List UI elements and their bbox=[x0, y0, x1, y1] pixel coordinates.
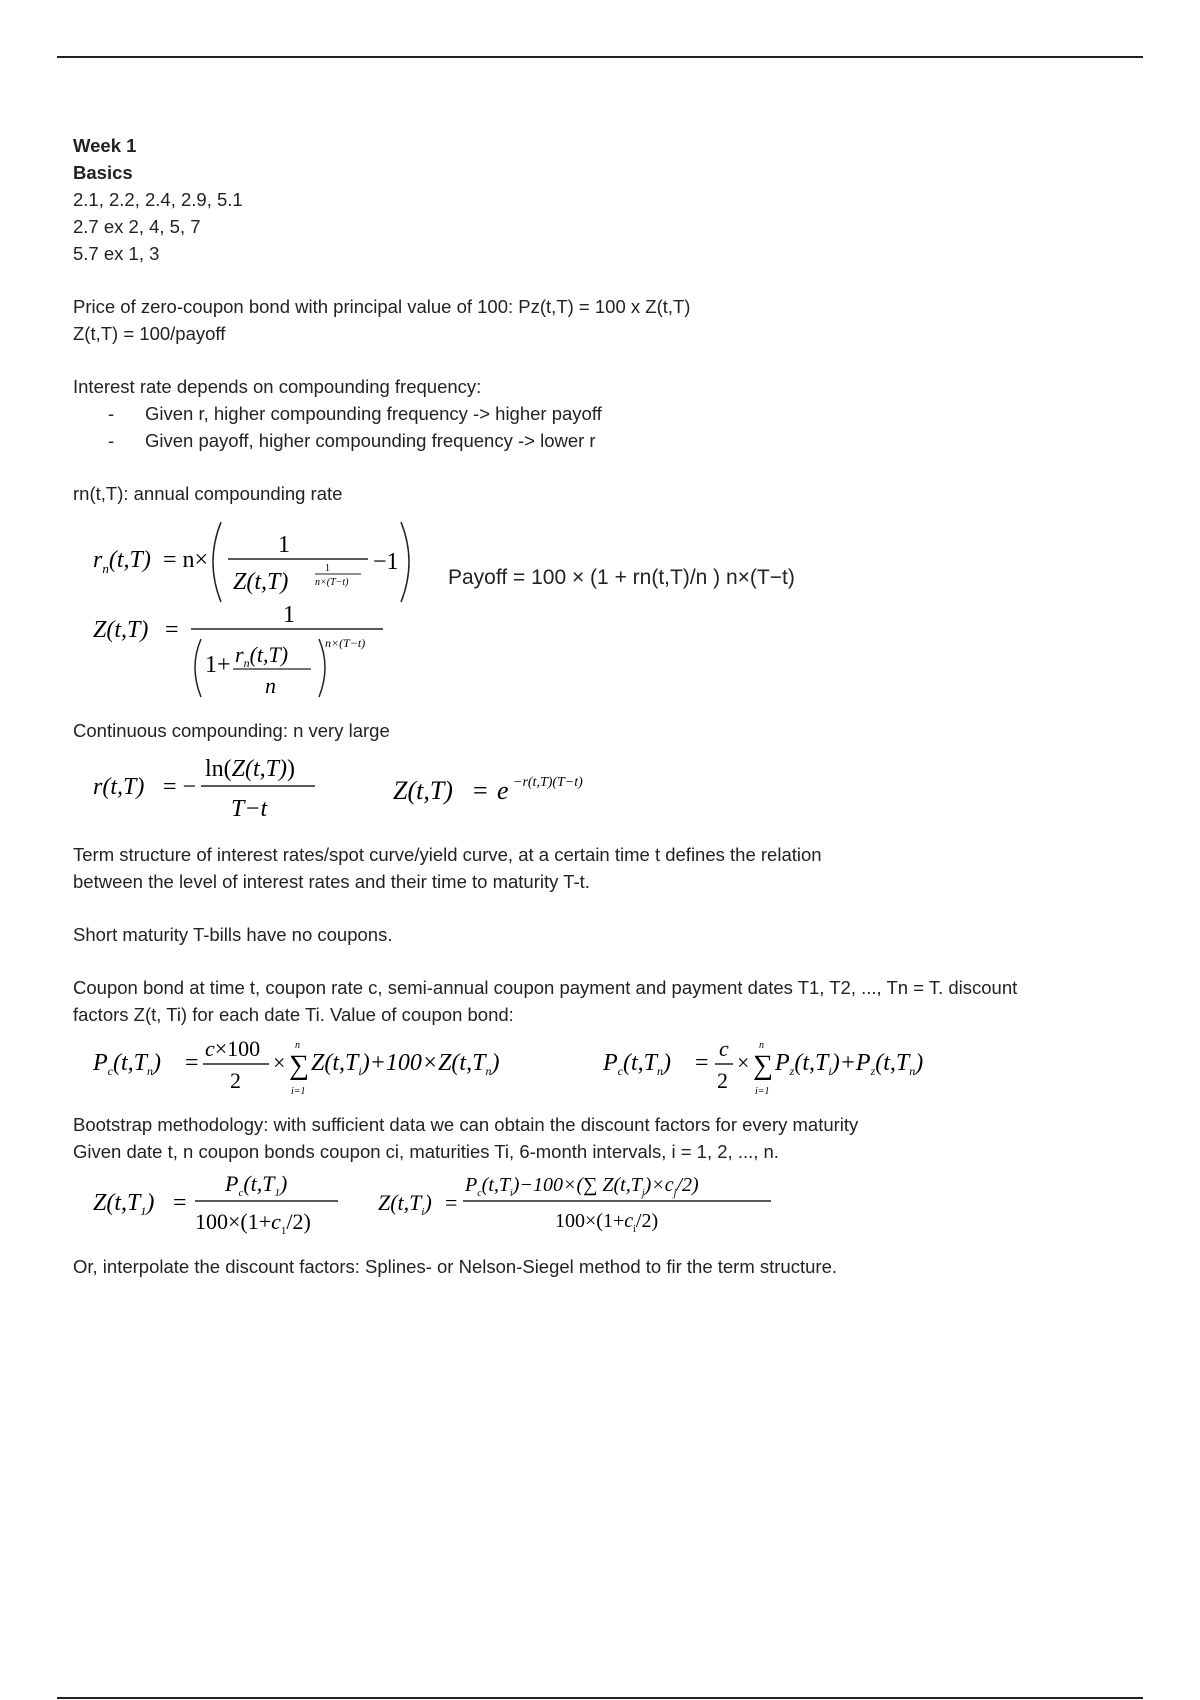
svg-text:2: 2 bbox=[230, 1068, 241, 1093]
svg-text:e: e bbox=[497, 776, 509, 805]
zero-coupon-price: Price of zero-coupon bond with principal value of 100: Pz(t,T) = 100 x Z(t,T) bbox=[73, 296, 691, 317]
bootstrap-line-1: Bootstrap methodology: with sufficient data we can obtain the discount factors for every maturity bbox=[73, 1114, 859, 1135]
svg-text:=: = bbox=[473, 776, 488, 805]
bootstrap-formula bbox=[93, 1165, 993, 1245]
tbills-note: Short maturity T-bills have no coupons. bbox=[73, 924, 393, 945]
term-structure-line-2: between the level of interest rates and their time to maturity T-t. bbox=[73, 871, 590, 892]
svg-text:i=1: i=1 bbox=[291, 1086, 306, 1097]
svg-text:rn(t,T): $r_n(t,T)$ bbox=[235, 642, 289, 670]
svg-text:Pz(t,Ti)+Pz(t,Tn): $P_z(t,T_i)+P_z(t,T_n)$ bbox=[775, 1050, 924, 1078]
svg-text:∑: ∑ bbox=[289, 1050, 309, 1081]
bullet-item: - Given r, higher compounding frequency -> higher payoff bbox=[73, 400, 1133, 427]
week-heading: Week 1 bbox=[73, 135, 137, 156]
svg-text:rn(t,T): $r_n(t,T)$ bbox=[93, 547, 151, 576]
svg-text:1+: 1+ bbox=[205, 652, 231, 678]
svg-text:100×(1+c1/2): $100\times(1+c_1/2)$ bbox=[195, 1209, 311, 1237]
svg-text:T−t: T−t bbox=[231, 796, 268, 822]
svg-text:1: 1 bbox=[325, 563, 330, 574]
svg-text:n×(T−t): n×(T−t) bbox=[315, 577, 349, 588]
svg-text:Pc(t,T1): $P_c(t,T_1)$ bbox=[225, 1171, 288, 1199]
svg-text:−r(t,T)(T−t): −r(t,T)(T−t) bbox=[513, 775, 583, 790]
svg-text:∑: ∑ bbox=[753, 1050, 773, 1081]
zero-coupon-discount: Z(t,T) = 100/payoff bbox=[73, 323, 226, 344]
bottom-rule bbox=[57, 1697, 1143, 1699]
svg-text:=: = bbox=[165, 617, 179, 643]
coupon-bond-line-2: factors Z(t, Ti) for each date Ti. Value of coupon bond: bbox=[73, 1004, 514, 1025]
svg-text:100×(1+ci/2): $100\times(1+c_i/2)$ bbox=[555, 1210, 659, 1235]
coupon-bond-equations bbox=[73, 1028, 1133, 1103]
svg-text:1: 1 bbox=[278, 532, 290, 558]
annual-rate-formula bbox=[93, 507, 793, 707]
svg-text:n: n bbox=[759, 1040, 764, 1051]
svg-text:=: = bbox=[695, 1050, 709, 1076]
continuous-formula bbox=[93, 744, 793, 829]
reading-line-2: 2.7 ex 2, 4, 5, 7 bbox=[73, 216, 201, 237]
svg-text:Z(t,Ti)+100×Z(t,Tn): $Z(t,T_i)+100\times Z(t,T_n)$ bbox=[311, 1050, 500, 1078]
svg-text:= n×: = n× bbox=[163, 547, 209, 573]
svg-text:n: n bbox=[265, 673, 276, 698]
svg-text:= −: = − bbox=[163, 774, 197, 800]
annual-rate-label: rn(t,T): annual compounding rate bbox=[73, 483, 343, 504]
svg-text:=: = bbox=[173, 1190, 187, 1216]
svg-text:Z(t,T): Z(t,T) bbox=[233, 569, 289, 595]
svg-text:Pc(t,Ti)−100×(∑ Z(t,Tj)×cj/2): $P_c(t,T_i)-100\times(\sum$ $Z(t,T_j)\times c_j/2$) bbox=[465, 1174, 699, 1199]
svg-text:c×100: c×100 bbox=[205, 1036, 261, 1061]
svg-text:−1: −1 bbox=[373, 549, 399, 575]
svg-text:c: c bbox=[719, 1036, 729, 1061]
svg-text:1: 1 bbox=[283, 602, 295, 628]
top-rule bbox=[57, 56, 1143, 58]
bootstrap-equations bbox=[73, 1165, 1133, 1245]
compounding-bullets bbox=[73, 400, 1133, 454]
svg-text:i=1: i=1 bbox=[755, 1086, 770, 1097]
reading-line-1: 2.1, 2.2, 2.4, 2.9, 5.1 bbox=[73, 189, 243, 210]
svg-text:n×(T−t): n×(T−t) bbox=[325, 636, 366, 650]
svg-text:Z(t,T1): $Z(t,T_1)$ bbox=[93, 1190, 155, 1218]
svg-text:Pc(t,Tn): $P_c(t,T_n)$ bbox=[93, 1050, 162, 1078]
svg-text:Z(t,T): Z(t,T) bbox=[393, 776, 453, 805]
svg-text:=: = bbox=[445, 1190, 458, 1215]
svg-text:Z(t,Ti): $Z(t,T_i)$ bbox=[378, 1190, 432, 1218]
svg-text:ln(Z(t,T)): ln(Z(t,T)) bbox=[205, 756, 296, 782]
term-structure-line-1: Term structure of interest rates/spot curve/yield curve, at a certain time t defines the relation bbox=[73, 844, 822, 865]
svg-text:r(t,T): r(t,T) bbox=[93, 774, 145, 800]
continuous-equations bbox=[73, 744, 1133, 829]
svg-text:Z(t,T): Z(t,T) bbox=[93, 617, 149, 643]
svg-text:n: n bbox=[295, 1040, 300, 1051]
annual-equations bbox=[73, 507, 1133, 707]
reading-line-3: 5.7 ex 1, 3 bbox=[73, 243, 160, 264]
payoff-formula: Payoff = 100 × (1 + rn(t,T)/n ) n×(T−t) bbox=[448, 566, 795, 589]
bullet-item: - Given payoff, higher compounding frequency -> lower r bbox=[73, 427, 1133, 454]
bootstrap-line-2: Given date t, n coupon bonds coupon ci, maturities Ti, 6-month intervals, i = 1, 2, ..., n. bbox=[73, 1141, 779, 1162]
coupon-bond-line-1: Coupon bond at time t, coupon rate c, semi-annual coupon payment and payment dates T1, T2, ..., Tn = T. discount bbox=[73, 977, 1018, 998]
svg-text:2: 2 bbox=[717, 1068, 728, 1093]
svg-text:×: × bbox=[273, 1050, 286, 1075]
topic-heading: Basics bbox=[73, 162, 133, 183]
interpolate-note: Or, interpolate the discount factors: Splines- or Nelson-Siegel method to fir the term structure. bbox=[73, 1256, 837, 1277]
coupon-bond-formula bbox=[93, 1028, 1053, 1103]
svg-text:=: = bbox=[185, 1050, 199, 1076]
document-body bbox=[73, 132, 1133, 1280]
svg-text:×: × bbox=[737, 1050, 750, 1075]
svg-text:Pc(t,Tn): $P_c(t,T_n)$ bbox=[603, 1050, 672, 1078]
continuous-label: Continuous compounding: n very large bbox=[73, 720, 390, 741]
compounding-intro: Interest rate depends on compounding frequency: bbox=[73, 376, 482, 397]
